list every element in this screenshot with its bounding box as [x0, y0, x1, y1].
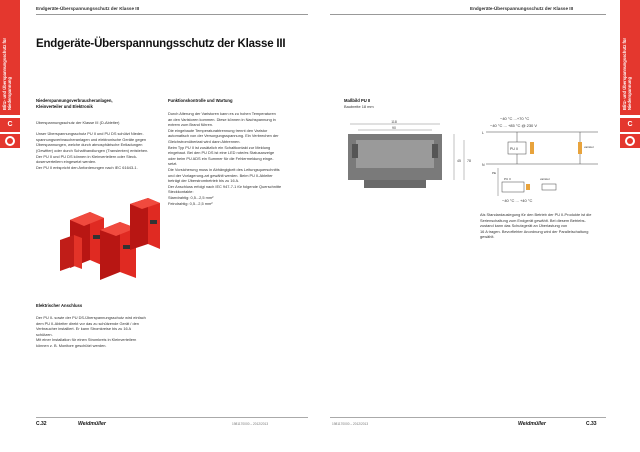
right-side-tab	[620, 0, 640, 115]
col1-paragraph2: Der PU II- sowie der PU DS-Überspannungsschutz wird einfach dem PU II-Ableiter direkt vor das zu schützende Gerät / den Verbraucher installiert. Er kann Stromkreise bis zu 16 A schützen. Mit einer Installation für einen Stromkreis in Kleinverteilern können z. B. Monitore geschützt werden.	[36, 315, 146, 348]
product-device-3	[130, 198, 160, 250]
col3-heading: Maßbild PU II	[344, 98, 371, 103]
right-footer-rule	[330, 417, 606, 418]
dim-inner-label: 90	[392, 126, 396, 130]
temp-range-3: −40 °C ... +40 °C	[502, 198, 533, 203]
right-page-number: C.33	[586, 421, 597, 427]
varistor-label-2: varistor	[540, 177, 550, 181]
device-face	[356, 140, 434, 168]
fuse-1	[530, 142, 534, 154]
col1-heading: Niederspannungsverbraucheranlagen, Kleinverteiler und Elektronik	[36, 98, 113, 109]
device-rail	[364, 180, 426, 188]
circuit-diagram	[480, 112, 604, 206]
col1-paragraph: Überspannungsschutz der Klasse III (D-Ableiter) Unser Überspannungsschutz PU II und PU DS schützt Nieder- spannungsverbraucheranlagen und elektronische Geräte gegen Überspannungen, welche durch atmosphärische Entladungen (Gewitter) oder durch Schalthandlungen (Transienten) entstehen. Der PU II und PU DS können in Kleinverteilern oder Steck- dosenverteilern eingesetzt werden. Der PU II entspricht den Anforderungen nach IEC 61643-1.	[36, 120, 149, 170]
left-running-head: Endgeräte-Überspannungsschutz der Klasse III	[36, 6, 140, 11]
right-header-rule	[330, 14, 606, 15]
label-L: L	[482, 131, 484, 135]
varistor-label: varistor	[584, 145, 594, 149]
label-N: N	[482, 163, 485, 167]
left-header-rule	[36, 14, 308, 15]
left-logo: Weidmüller	[78, 421, 106, 427]
right-tab-letter: C	[620, 118, 640, 132]
dim-side2-label: 78	[467, 159, 471, 163]
left-footer-rule	[36, 417, 308, 418]
dim-side1-label: 45	[457, 159, 461, 163]
col2-heading: Funktionskontrolle und Wartung	[168, 98, 233, 103]
col2-paragraph: Durch Alterung der Varistoren kann es zu hohen Temperaturen an den Varistoren kommen. Diese können in Nachspannung in extrem zum Brand führen. Die eingebaute Temperaturabtrennung trennt den Varistor automatisch von der Versorgungsspannung. Ein Verbrechen der Gleichstromüberlast wird dann Abtrennen. Beim Typ PU II ist zusätzlich ein Schaltkontakt zur Meldung eingebaut. Bei den PU DS ist eine LED rote/es Statusanzeige oder beim PU ADS ein Summer für die Fehlermeldung einge- setzt. Die Vorsicherung muss in Abhängigkeit des Leitungsquerschnitts und der Vorlagerung-art gewählt werden. Beim PU II-Ableiter beträgt der Überstrombetrieb bis zu 16 A. Der Anschluss erfolgt nach IEC 947-7-1 für folgende Querschnitte Steckkontakte: Starrdrahtig: 0,5...2,5 mm² Feindrahtig: 0,5...2,5 mm²	[168, 111, 282, 206]
left-tab-icon	[0, 134, 20, 148]
label-PE: PE	[492, 171, 497, 175]
pu-ii-label: PU II	[510, 147, 518, 151]
temp-range-1: −40 °C ...+70 °C	[500, 116, 530, 121]
right-logo: Weidmüller	[518, 421, 546, 427]
col1-heading2: Elektrischer Anschluss	[36, 303, 83, 308]
product-device-4	[60, 235, 82, 271]
left-side-tab	[0, 0, 20, 115]
left-tab-letter: C	[0, 118, 20, 132]
left-page-number: C.32	[36, 421, 47, 427]
right-footer-code: 1981170000 – 2012/2013	[332, 422, 369, 426]
right-running-head: Endgeräte-Überspannungsschutz der Klasse III	[470, 6, 574, 11]
product-photo	[60, 190, 170, 290]
fuse-2	[578, 142, 582, 154]
page-title: Endgeräte-Überspannungsschutz der Klasse III	[36, 38, 286, 50]
right-tab-icon	[620, 134, 640, 148]
dimension-drawing	[344, 118, 476, 198]
temp-range-2: −40 °C ... +85 °C @ 230 V	[490, 123, 538, 128]
pu-ii-label-2: PU II	[504, 177, 511, 181]
left-footer-code: 1981170000 – 2012/2013	[232, 422, 269, 426]
right-side-tab-text: Blitz- und Überspannungsschutz für Niederspannung	[622, 37, 632, 110]
left-side-tab-text: Blitz- und Überspannungsschutz für Niederspannung	[2, 37, 12, 110]
dim-top-label: 118	[391, 120, 397, 124]
col3-caption: Als Standardauslegung für den Betrieb der PU II-Produkte ist die Serienschaltung zum Endgerät gewählt. Bei diesem Betriebs- zustand kann das Schutzgerät an Überlastung von 16 A tragen. Bevorfiehter Anordnung wird der Parallelschaltung gewählt.	[480, 212, 592, 240]
col3-subheading: Baubreite 18 mm	[344, 104, 374, 109]
